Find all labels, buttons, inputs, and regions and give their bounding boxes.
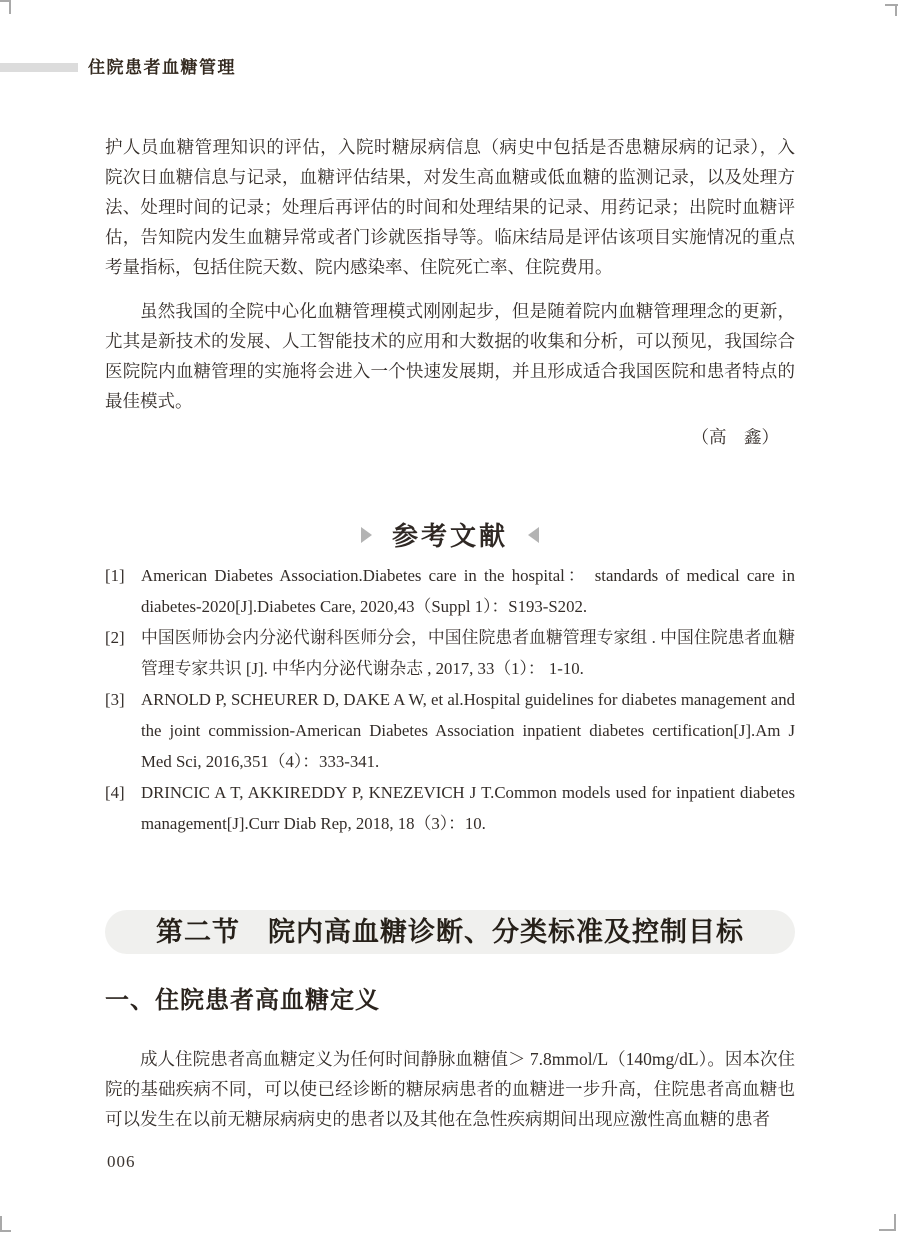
references-heading: 参考文献 (391, 522, 508, 551)
reference-item (105, 560, 795, 622)
reference-label: [1] (105, 566, 125, 585)
running-header-title: 住院患者血糖管理 (88, 58, 236, 77)
references-list (105, 560, 795, 839)
reference-label: [4] (105, 783, 125, 802)
page-number: 006 (107, 1152, 136, 1171)
header-accent-bar (0, 63, 78, 72)
reference-item (105, 622, 795, 684)
reference-label: [2] (105, 628, 125, 647)
reference-text: American Diabetes Association.Diabetes care in the hospital： standards of medical care in diabetes-2020[J].Diabetes Care, 2020,43（Suppl 1）：S193-S202. (141, 566, 795, 616)
section-heading-pill (105, 910, 795, 954)
section-text-block (105, 1044, 795, 1134)
triangle-right-icon (361, 527, 372, 543)
reference-text: 中国医师协会内分泌代谢科医师分会，中国住院患者血糖管理专家组 . 中国住院患者血糖管理专家共识 [J]. 中华内分泌代谢杂志 , 2017, 33（1）： 1-10. (141, 628, 795, 678)
paragraph-outlook: 虽然我国的全院中心化血糖管理模式刚刚起步，但是随着院内血糖管理理念的更新，尤其是新技术的发展、人工智能技术的应用和大数据的收集和分析，可以预见，我国综合医院院内血糖管理的实施将会进入一个快速发展期，并且形成适合我国医院和患者特点的最佳模式。 (105, 301, 795, 411)
paragraph-continuation: 护人员血糖管理知识的评估，入院时糖尿病信息（病史中包括是否患糖尿病的记录），入院次日血糖信息与记录，血糖评估结果，对发生高血糖或低血糖的监测记录，以及处理方法、处理时间的记录；处理后再评估的时间和处理结果的记录、用药记录；出院时血糖评估，告知院内发生血糖异常或者门诊就医指导等。临床结局是评估该项目实施情况的重点考量指标，包括住院天数、院内感染率、住院死亡率、住院费用。 (105, 137, 795, 277)
reference-text: DRINCIC A T, AKKIREDDY P, KNEZEVICH J T.Common models used for inpatient diabetes management[J].Curr Diab Rep, 2018, 18（3）：10. (141, 783, 795, 833)
reference-item (105, 684, 795, 777)
triangle-left-icon (528, 527, 539, 543)
reference-label: [3] (105, 690, 125, 709)
reference-text: ARNOLD P, SCHEURER D, DAKE A W, et al.Hospital guidelines for diabetes management and the joint commission-American Diabetes Association inpatient diabetes certification[J].Am J Med Sci, 2016,351（4）：333-341. (141, 690, 795, 771)
paragraph-definition: 成人住院患者高血糖定义为任何时间静脉血糖值＞ 7.8mmol/L（140mg/dL）。因本次住院的基础疾病不同，可以使已经诊断的糖尿病患者的血糖进一步升高，住院患者高血糖也可以发生在以前无糖尿病病史的患者以及其他在急性疾病期间出现应激性高血糖的患者 (105, 1049, 795, 1129)
reference-item (105, 777, 795, 839)
section-heading: 第二节 院内高血糖诊断、分类标准及控制目标 (156, 917, 744, 947)
author-signature: （高 鑫） (691, 427, 779, 447)
main-text-block (105, 132, 795, 452)
references-heading-row (0, 516, 900, 553)
subsection-heading: 一、住院患者高血糖定义 (105, 988, 380, 1014)
